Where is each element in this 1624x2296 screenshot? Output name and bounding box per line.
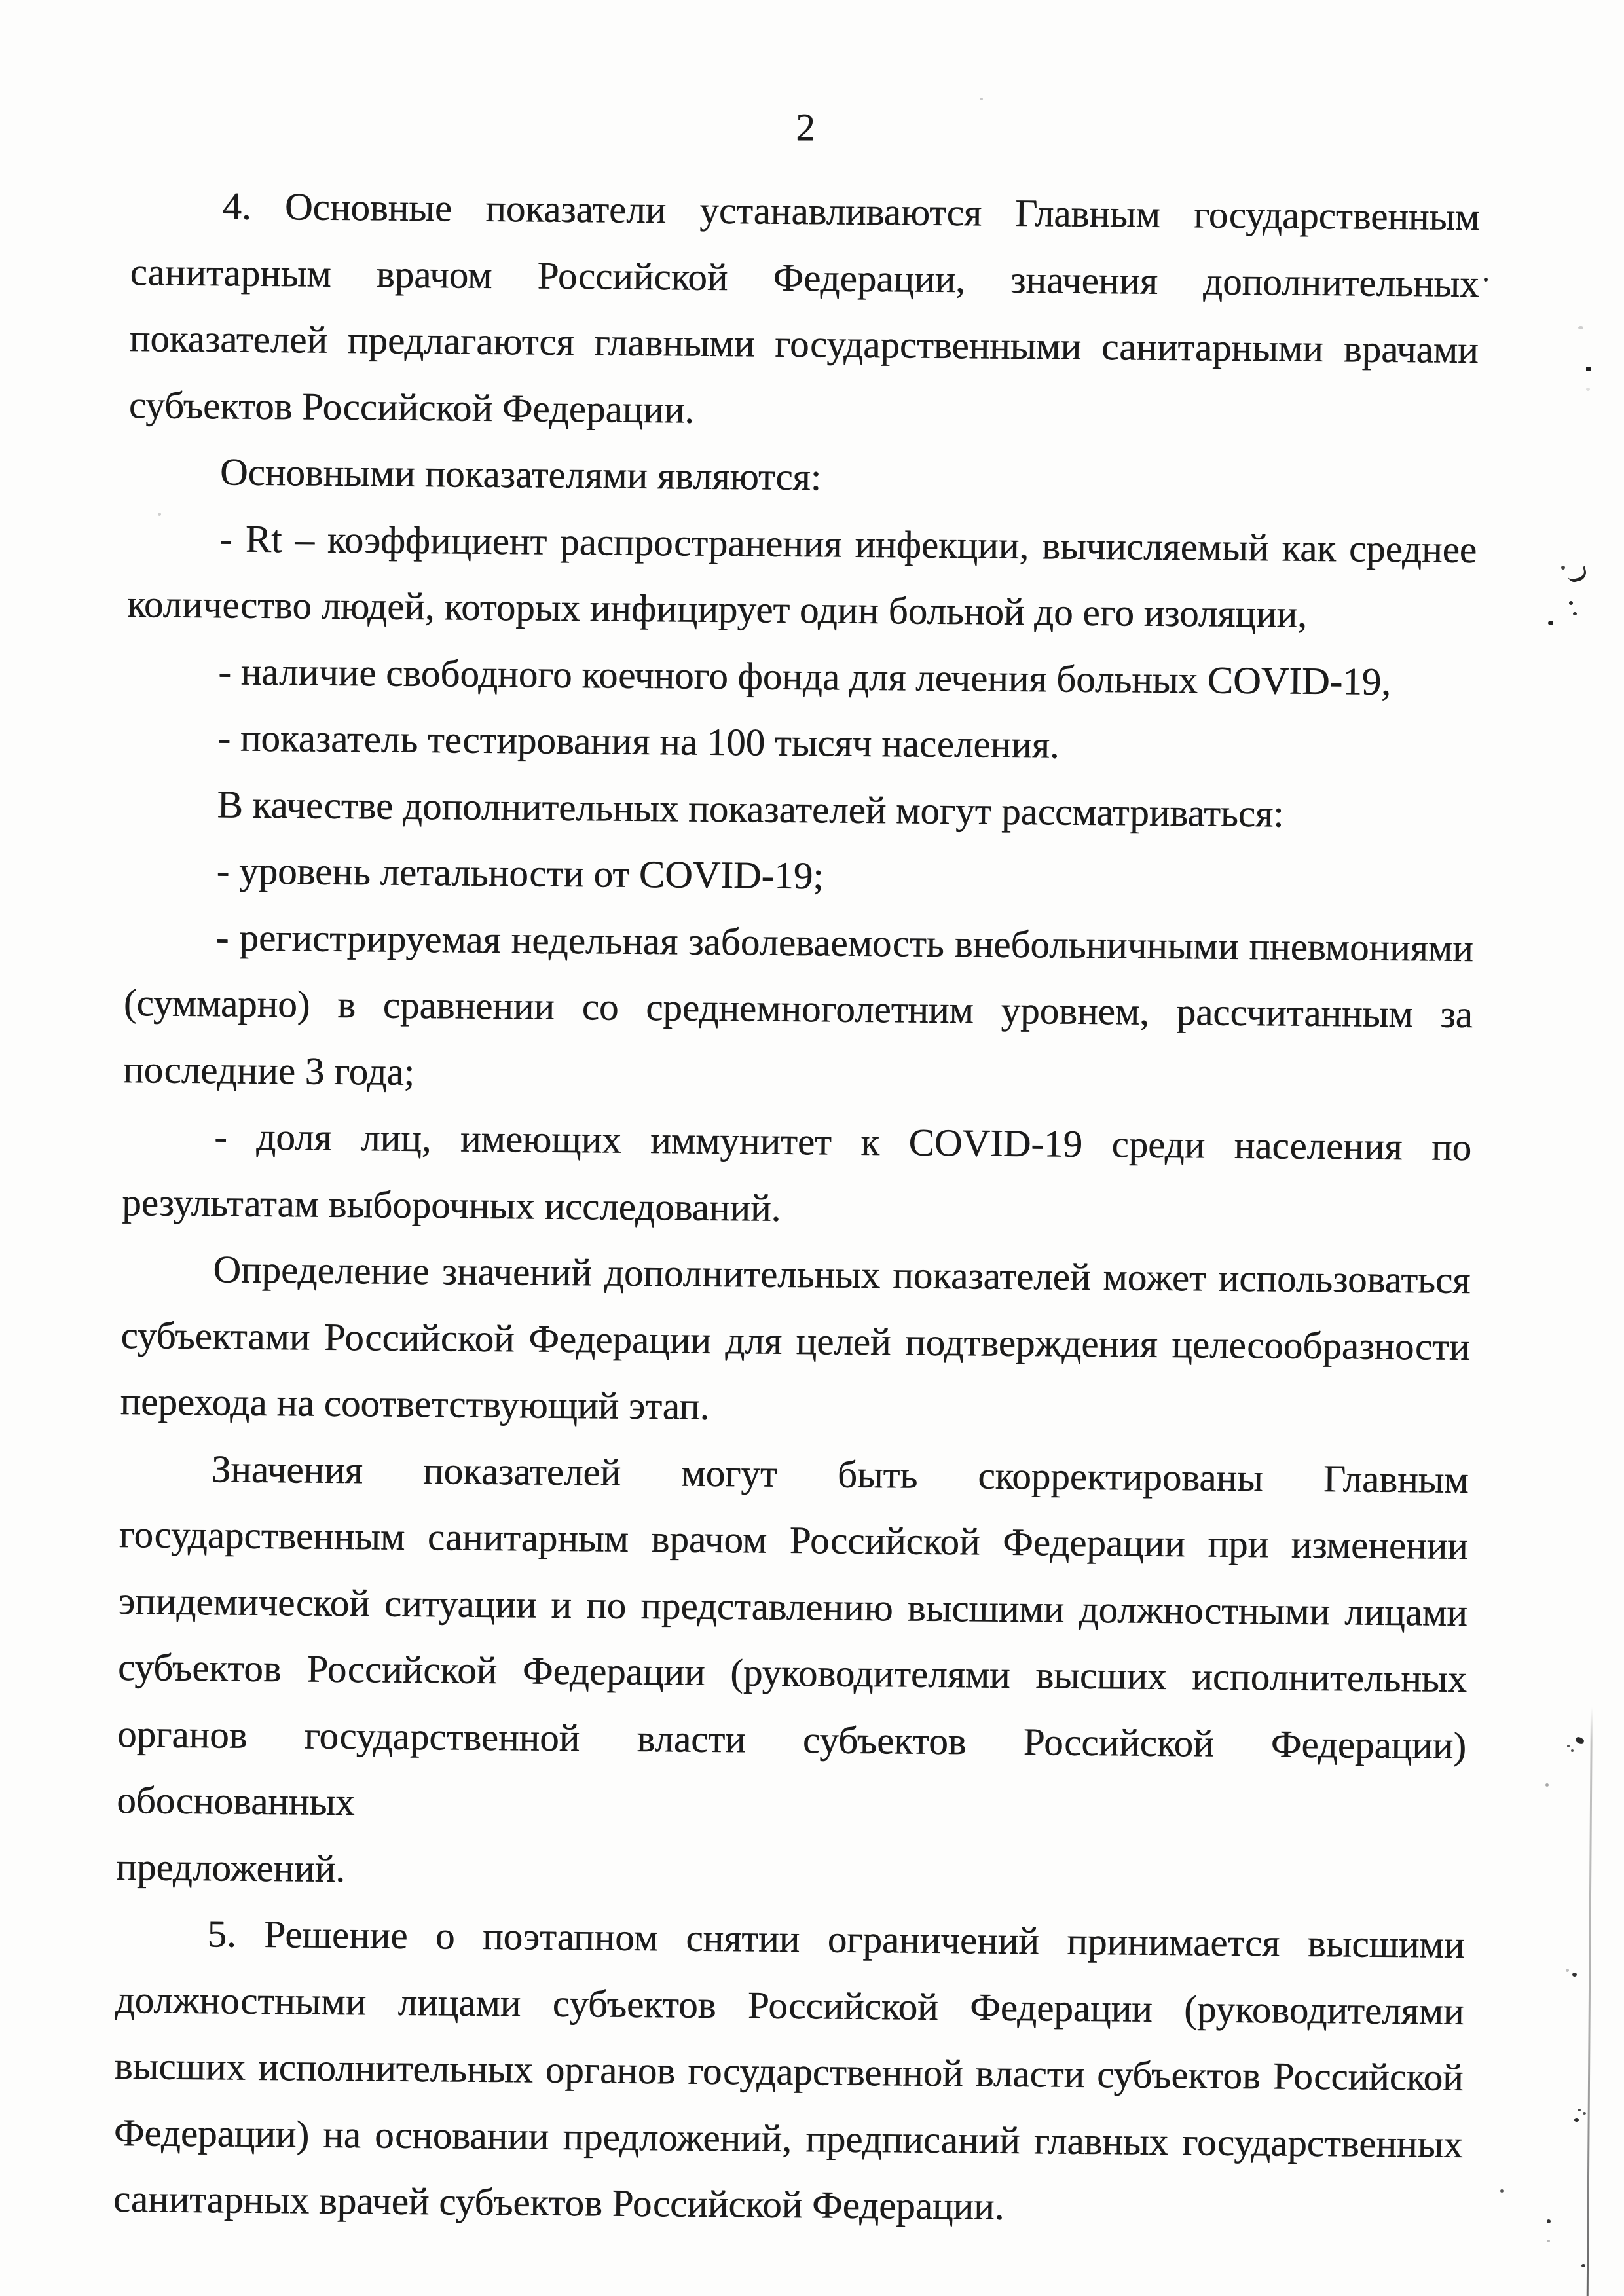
scan-speck <box>1567 1745 1570 1747</box>
text-line: - показатель тестирования на 100 тысяч населения. <box>217 716 1060 767</box>
page-number: 2 <box>796 105 815 149</box>
text-line: перехода на соответствующий этап. <box>120 1379 710 1428</box>
text-line: - уровень летальности от COVID-19; <box>216 848 824 898</box>
scan-speck <box>1581 2264 1585 2267</box>
scan-speck <box>1586 388 1590 391</box>
text-line: органов государственной власти субъектов Российской Федерации) обоснованных <box>117 1711 1467 1824</box>
text-line: эпидемической ситуации и по представлению высшими должностными лицами <box>118 1578 1468 1634</box>
paragraph <box>125 770 1475 848</box>
text-line: должностными лицами субъектов Российской Федерации (руководителями <box>115 1977 1464 2033</box>
text-line: Определение значений дополнительных показателей может использоваться <box>213 1247 1471 1302</box>
text-line: Основными показателями являются: <box>219 450 822 499</box>
scan-speck <box>1573 612 1577 615</box>
scan-edge-line-artifact <box>1587 1707 1593 2296</box>
paragraph <box>116 1434 1469 1911</box>
scan-speck <box>1578 2109 1581 2111</box>
text-line: субъектами Российской Федерации для целей подтверждения целесообразности <box>120 1313 1470 1368</box>
text-line: предложений. <box>116 1844 346 1890</box>
scan-speck <box>1578 326 1583 329</box>
scan-speck <box>1566 566 1588 583</box>
scan-speck <box>1547 2219 1551 2223</box>
scan-speck <box>1484 278 1488 282</box>
text-line: - доля лиц, имеющих иммунитет к COVID-19 среди населения по <box>213 1114 1472 1169</box>
scan-speck <box>1572 1973 1577 1977</box>
scan-speck <box>1545 1783 1549 1787</box>
text-line: Федерации) на основании предложений, предписаний главных государственных <box>113 2110 1464 2166</box>
paragraph <box>122 1102 1472 1247</box>
scan-speck <box>1574 2118 1579 2122</box>
paragraph <box>126 637 1476 715</box>
text-line: - наличие свободного коечного фонда для лечения больных COVID-19, <box>218 649 1392 703</box>
text-line: санитарных врачей субъектов Российской Федерации. <box>113 2176 1005 2228</box>
text-line: - Rt – коэффициент распространения инфекции, вычисляемый как среднее <box>219 516 1477 571</box>
document-body <box>113 172 1480 2244</box>
text-line: высших исполнительных органов государственной власти субъектов Российской <box>114 2043 1464 2099</box>
text-line: количество людей, которых инфицирует один больной до его изоляции, <box>126 581 1308 636</box>
scan-speck <box>1569 601 1573 605</box>
text-line: - регистрируемая недельная заболеваемость внебольничными пневмониями <box>215 915 1474 970</box>
scan-speck <box>158 513 161 516</box>
text-line: последние 3 года; <box>122 1047 415 1093</box>
text-line: субъектов Российской Федерации (руководителями высших исполнительных <box>117 1645 1467 1700</box>
text-line: 4. Основные показатели устанавливаются Главным государственным <box>222 184 1480 238</box>
scan-speck <box>1566 1969 1569 1972</box>
scan-speck <box>1561 566 1565 570</box>
paragraph <box>126 704 1475 782</box>
text-line: показателей предлагаются главными государственными санитарными врачами <box>129 316 1479 371</box>
text-line: санитарным врачом Российской Федерации, значения дополнительных <box>130 249 1479 305</box>
text-line: В качестве дополнительных показателей могут рассматриваться: <box>217 782 1284 835</box>
scan-speck <box>1583 2112 1586 2115</box>
scan-speck <box>1500 2189 1504 2193</box>
scan-speck <box>1586 367 1591 371</box>
paragraph <box>128 438 1478 516</box>
scan-speck <box>1548 621 1553 625</box>
paragraph <box>120 1235 1471 1446</box>
text-line: (суммарно) в сравнении со среднемноголетним уровнем, рассчитанным за <box>123 980 1473 1036</box>
text-line: государственным санитарным врачом Российской Федерации при изменении <box>119 1512 1469 1567</box>
paragraph <box>124 837 1474 915</box>
paragraph <box>128 172 1479 450</box>
paragraph <box>127 504 1477 649</box>
text-line: 5. Решение о поэтапном снятии ограничений принимается высшими <box>207 1912 1465 1966</box>
scan-speck <box>980 98 983 100</box>
text-line: результатам выборочных исследований. <box>121 1180 781 1230</box>
text-line: субъектов Российской Федерации. <box>128 382 695 431</box>
paragraph <box>123 903 1474 1114</box>
scan-speck <box>1571 1749 1574 1752</box>
scan-speck <box>1575 1736 1585 1745</box>
paragraph <box>113 1900 1465 2244</box>
text-line: Значения показателей могут быть скорректированы Главным <box>211 1446 1469 1501</box>
scan-speck <box>1547 2240 1550 2242</box>
